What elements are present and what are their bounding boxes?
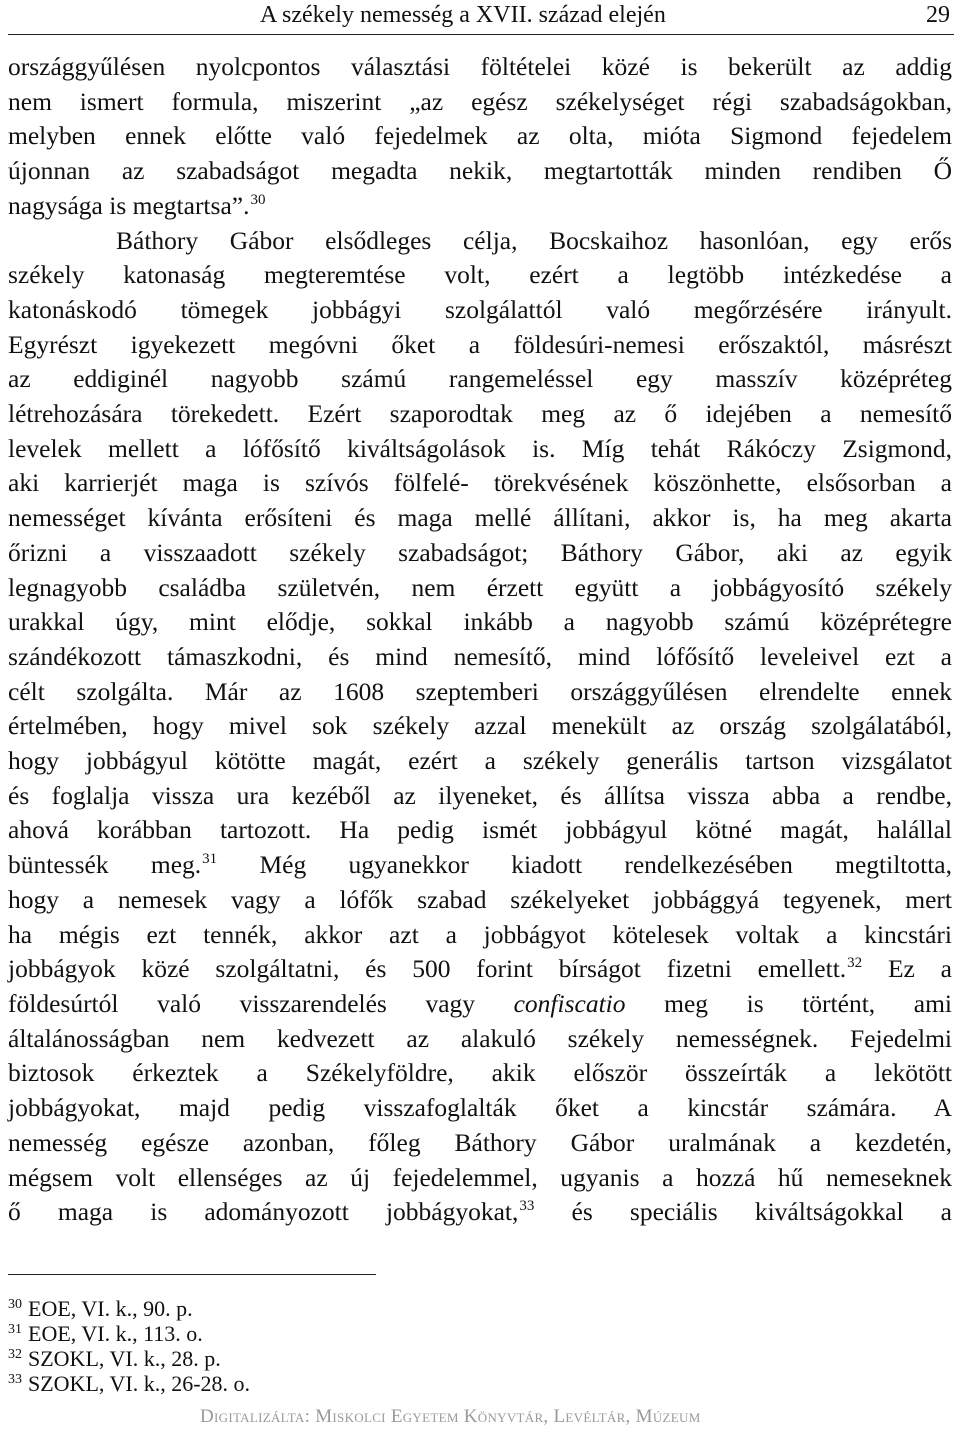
line-text: nagysága is megtartsa”. (8, 190, 250, 220)
footnote-reference[interactable]: 32 (847, 955, 863, 972)
footnote-text: SZOKL, VI. k., 28. p. (28, 1346, 221, 1371)
text-line (8, 536, 952, 571)
line-text: létrehozására törekedett. Ezért szaporodtak meg az ő idejében a nemesítő (8, 399, 952, 429)
line-text: székely katonaság megteremtése volt, ezért a legtöbb intézkedése a (8, 260, 952, 290)
text-line (8, 1161, 952, 1196)
line-text: katonáskodó tömegek jobbágyi szolgálattól való megőrzésére irányult. (8, 294, 952, 324)
line-text: Báthory Gábor elsődleges célja, Bocskaihoz hasonlóan, egy erős (116, 225, 952, 255)
footnote-number: 30 (8, 1297, 22, 1312)
footnote (8, 1296, 608, 1321)
header-rule (8, 34, 954, 35)
text-line (8, 744, 952, 779)
footnote (8, 1371, 608, 1396)
text-line (8, 952, 952, 987)
text-line (8, 328, 952, 363)
footnote-reference[interactable]: 31 (202, 851, 218, 868)
line-text-after: és speciális kiváltságokkal a (534, 1197, 952, 1227)
line-text: ha mégis ezt tennék, akkor azt a jobbágyot kötelesek voltak a kincstári (8, 919, 952, 949)
footnote-text: EOE, VI. k., 90. p. (28, 1296, 193, 1321)
line-text-after: Még ugyanekkor kiadott rendelkezésében megtiltotta, (217, 850, 952, 880)
footnotes (8, 1296, 608, 1396)
line-text: értelmében, hogy mivel sok székely azzal menekült az ország szolgálatából, (8, 711, 952, 741)
digitization-watermark: Digitalizálta: Miskolci Egyetem Könyvtár, Levéltár, Múzeum (200, 1406, 701, 1427)
running-head (8, 0, 954, 30)
text-line (8, 258, 952, 293)
line-text-after: Ez a (862, 954, 952, 984)
text-line (8, 883, 952, 918)
line-text: országgyűlésen nyolcpontos választási föltételei közé is bekerült az addig (8, 52, 952, 81)
line-text: legnagyobb családba születvén, nem érzett együtt a jobbágyosító székely (8, 572, 952, 602)
line-text: célt szolgálta. Már az 1608 szeptemberi országgyűlésen elrendelte ennek (8, 676, 952, 706)
footnote-number: 33 (8, 1372, 22, 1387)
text-line (8, 1091, 952, 1126)
text-line (8, 397, 952, 432)
text-line (8, 362, 952, 397)
text-line (8, 675, 952, 710)
text-line (8, 709, 952, 744)
line-text: büntessék meg. (8, 850, 202, 880)
line-text-after: meg is történt, ami (625, 988, 952, 1018)
text-line (8, 987, 952, 1022)
footnote (8, 1346, 608, 1371)
line-text: melyben ennek előtte való fejedelmek az olta, mióta Sigmond fejedelem (8, 121, 952, 151)
text-line (8, 1126, 952, 1161)
text-line (8, 50, 952, 85)
text-line (8, 640, 952, 675)
text-line (8, 605, 952, 640)
text-line (8, 918, 952, 953)
line-text: szándékozott támaszkodni, és mind nemesítő, mind lófősítő leveleivel ezt a (8, 641, 952, 671)
line-text: mégsem volt ellenséges az új fejedelemmel, ugyanis a hozzá hű nemeseknek (8, 1162, 952, 1192)
text-line (8, 1195, 952, 1230)
text-line (8, 154, 952, 189)
line-text: nemességet kívánta erősíteni és maga mellé állítani, akkor is, ha meg akarta (8, 503, 952, 533)
line-text: ő maga is adományozott jobbágyokat, (8, 1197, 519, 1227)
paragraph-continued (8, 50, 952, 224)
text-line (8, 848, 952, 883)
text-line (8, 466, 952, 501)
footnote-rule (8, 1274, 376, 1275)
line-text: és foglalja vissza ura kezéből az ilyeneket, és állítsa vissza abba a rendbe, (8, 780, 952, 810)
line-text: jobbágyokat, majd pedig visszafoglalták őket a kincstár számára. A (8, 1093, 952, 1123)
text-line (8, 501, 952, 536)
text-line (8, 779, 952, 814)
text-line (8, 1056, 952, 1091)
line-text: urakkal úgy, mint elődje, sokkal inkább a nagyobb számú középrétegre (8, 607, 952, 637)
line-text: földesúrtól való visszarendelés vagy (8, 988, 514, 1018)
line-text: őrizni a visszaadott székely szabadságot; Báthory Gábor, aki az egyik (8, 537, 952, 567)
line-text: jobbágyok közé szolgáltatni, és 500 forint bírságot fizetni emellett. (8, 954, 847, 984)
line-text: újonnan az szabadságot megadta nekik, megtartották minden rendiben Ő (8, 156, 952, 186)
page-number: 29 (926, 2, 950, 28)
text-line (8, 571, 952, 606)
text-line (8, 119, 952, 154)
footnote (8, 1321, 608, 1346)
text-line (8, 85, 952, 120)
text-line (8, 293, 952, 328)
line-text: aki karrierjét maga is szívós fölfelé- törekvésének köszönhette, elsősorban a (8, 468, 952, 498)
line-text: biztosok érkeztek a Székelyföldre, akik először összeírták a lekötött (8, 1058, 952, 1088)
footnote-number: 31 (8, 1322, 22, 1337)
footnote-number: 32 (8, 1347, 22, 1362)
line-text: hogy jobbágyul kötötte magát, ezért a székely generális tartson vizsgálatot (8, 746, 952, 776)
line-text: Egyrészt igyekezett megóvni őket a földesúri-nemesi erőszaktól, másrészt (8, 329, 952, 359)
running-title: A székely nemesség a XVII. század elején (260, 2, 666, 28)
line-text: hogy a nemesek vagy a lófők szabad székelyeket jobbággyá tegyenek, mert (8, 884, 952, 914)
body-text (8, 50, 952, 1230)
italic-term: confiscatio (513, 988, 626, 1018)
line-text: általánosságban nem kedvezett az alakuló székely nemességnek. Fejedelmi (8, 1023, 952, 1053)
line-text: ahová korábban tartozott. Ha pedig ismét jobbágyul kötné magát, halállal (8, 815, 952, 845)
footnote-text: SZOKL, VI. k., 26-28. o. (28, 1371, 251, 1396)
text-line (8, 813, 952, 848)
text-line (8, 1022, 952, 1057)
line-text: nemesség egésze azonban, főleg Báthory Gábor uralmának a kezdetén, (8, 1127, 952, 1157)
paragraph-bathory (8, 224, 952, 1230)
footnote-text: EOE, VI. k., 113. o. (28, 1321, 203, 1346)
line-text: az eddiginél nagyobb számú rangemeléssel egy masszív középréteg (8, 364, 952, 394)
footnote-reference[interactable]: 30 (250, 191, 266, 208)
text-line (8, 224, 952, 259)
text-line (8, 432, 952, 467)
line-text: nem ismert formula, miszerint „az egész székelységet régi szabadságokban, (8, 86, 952, 116)
text-line (8, 189, 952, 224)
line-text: levelek mellett a lófősítő kiváltságolások is. Míg tehát Rákóczy Zsigmond, (8, 433, 952, 463)
footnote-reference[interactable]: 33 (519, 1198, 535, 1215)
